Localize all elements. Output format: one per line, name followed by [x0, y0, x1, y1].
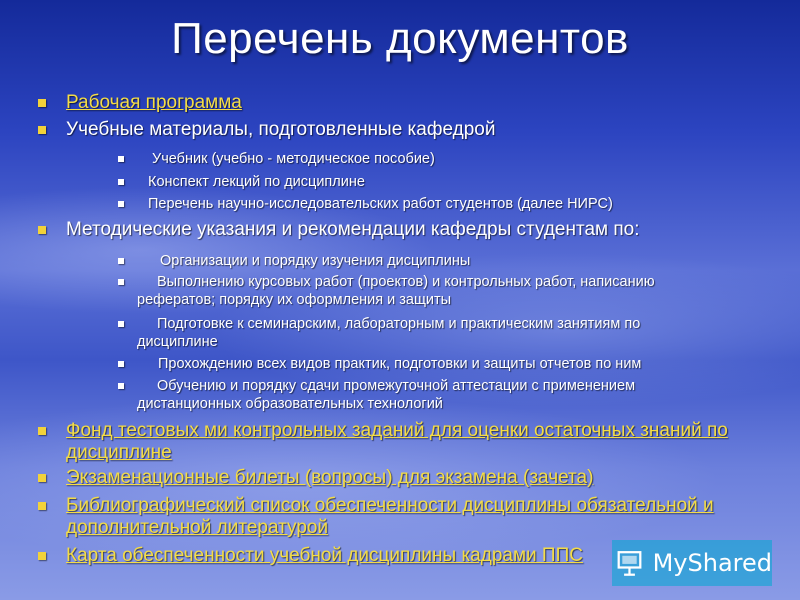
bullet-square-icon — [118, 361, 124, 367]
item-text: Прохождению всех видов практик, подготовки и защиты отчетов по ним — [158, 356, 642, 372]
bullet-square-icon — [38, 474, 46, 482]
sub-item-seminars — [118, 315, 718, 351]
link-exam-tickets[interactable]: Экзаменационные билеты (вопросы) для экзамена (зачета) — [66, 467, 594, 488]
myshared-logo — [612, 540, 772, 586]
list-item-bibliography[interactable] — [38, 495, 768, 539]
list-item-work-program[interactable] — [38, 92, 758, 114]
slide-title: Перечень документов — [171, 14, 629, 63]
item-text: Подготовке к семинарским, лабораторным и практическим занятиям по дисциплине — [137, 316, 641, 350]
item-text: Учебные материалы, подготовленные кафедрой — [66, 119, 496, 140]
bullet-square-icon — [118, 258, 124, 264]
sub-item-coursework — [118, 273, 718, 309]
bullet-square-icon — [38, 552, 46, 560]
link-test-fund[interactable]: Фонд тестовых ми контрольных заданий для оценки остаточных знаний по дисциплине — [66, 420, 728, 463]
sub-item-practice — [118, 355, 758, 373]
link-staffing-map[interactable]: Карта обеспеченности учебной дисциплины кадрами ППС — [66, 545, 583, 566]
bullet-square-icon — [38, 502, 46, 510]
item-text: Учебник (учебно - методическое пособие) — [152, 151, 435, 167]
bullet-square-icon — [118, 201, 124, 207]
list-item-guidelines — [38, 219, 758, 241]
sub-item-textbook — [118, 150, 758, 168]
bullet-square-icon — [118, 321, 124, 327]
bullet-square-icon — [118, 179, 124, 185]
bullet-square-icon — [118, 156, 124, 162]
list-item-staffing-map[interactable] — [38, 545, 638, 567]
bullet-square-icon — [38, 226, 46, 234]
item-text: Обучению и порядку сдачи промежуточной аттестации с применением дистанционных образовательных технологий — [137, 378, 636, 412]
sub-item-study-order — [118, 252, 758, 270]
item-text: Выполнению курсовых работ (проектов) и контрольных работ, написанию рефератов; порядку их оформления и защиты — [137, 274, 655, 308]
bullet-square-icon — [38, 99, 46, 107]
bullet-square-icon — [118, 383, 124, 389]
bullet-square-icon — [38, 126, 46, 134]
link-work-program[interactable]: Рабочая программа — [66, 92, 242, 113]
item-text: Методические указания и рекомендации кафедры студентам по: — [66, 219, 640, 240]
list-item-study-materials — [38, 119, 758, 141]
link-bibliography[interactable]: Библиографический список обеспеченности дисциплины обязательной и дополнительной литературой — [66, 495, 714, 538]
item-text: Перечень научно-исследовательских работ студентов (далее НИРС) — [148, 196, 613, 212]
presentation-icon — [616, 546, 647, 580]
item-text: Организации и порядку изучения дисциплины — [160, 253, 471, 269]
list-item-test-fund[interactable] — [38, 420, 768, 464]
sub-item-lecture-notes — [118, 173, 758, 191]
sub-item-research-list — [118, 195, 778, 213]
logo-text: MyShared — [652, 549, 772, 577]
list-item-exam-tickets[interactable] — [38, 467, 768, 489]
bullet-square-icon — [118, 279, 124, 285]
item-text: Конспект лекций по дисциплине — [148, 174, 365, 190]
bullet-square-icon — [38, 427, 46, 435]
sub-item-attestation — [118, 377, 718, 413]
